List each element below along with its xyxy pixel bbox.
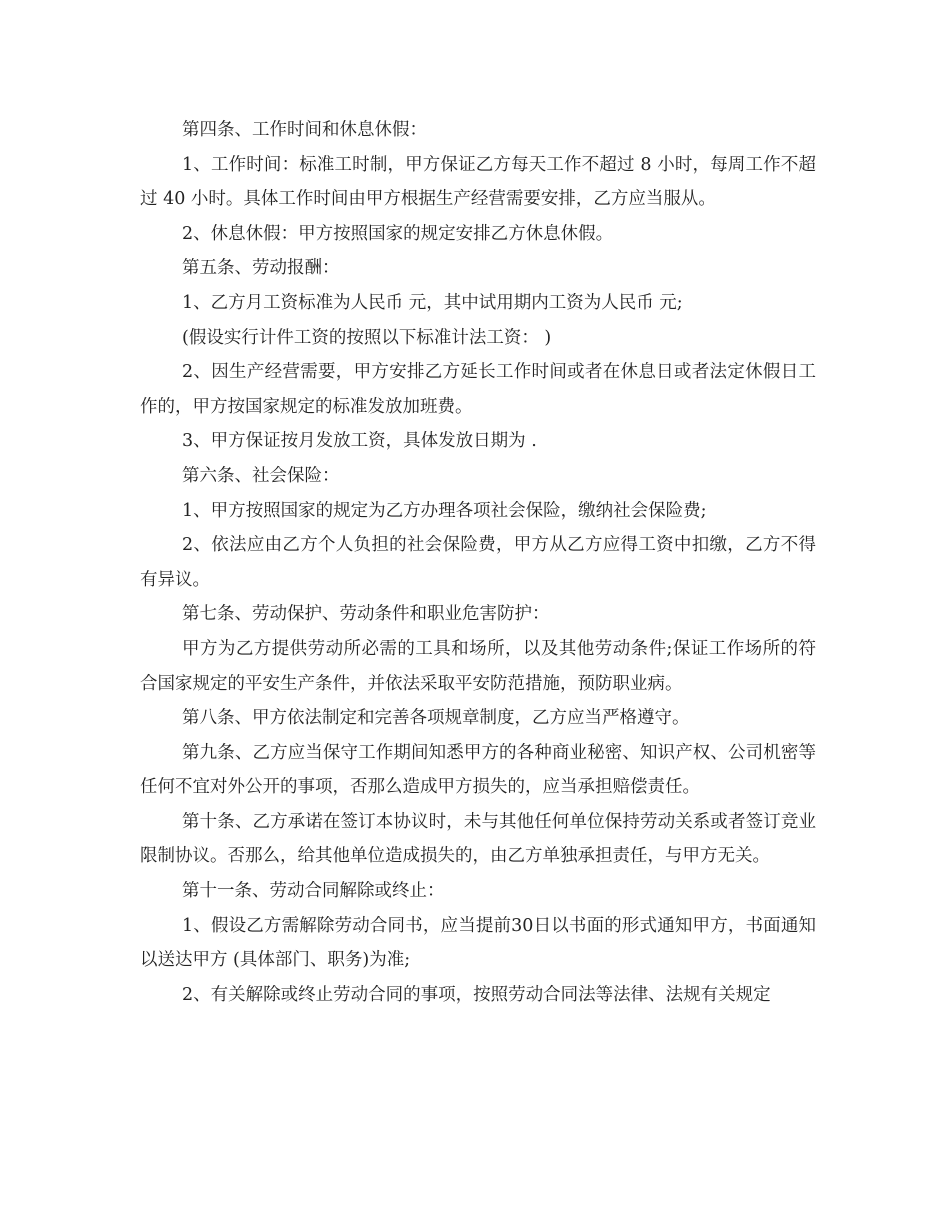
- document-body: [140, 113, 816, 1012]
- article-7-heading: 第七条、劳动保护、劳动条件和职业危害防护：: [182, 604, 550, 625]
- article-6-heading: 第六条、社会保险：: [182, 465, 340, 486]
- article-5-item-2: 2、因生产经营需要，甲方安排乙方延长工作时间或者在休息日或者法定休假日工作的，甲方按国家规定的标准发放加班费。: [140, 362, 816, 417]
- article-5-item-3: 3、甲方保证按月发放工资，具体发放日期为 .: [182, 431, 537, 452]
- article-8: 第八条、甲方依法制定和完善各项规章制度，乙方应当严格遵守。: [182, 708, 690, 729]
- article-6-item-2: 2、依法应由乙方个人负担的社会保险费，甲方从乙方应得工资中扣缴，乙方不得有异议。: [140, 535, 816, 590]
- article-11-item-1: 1、假设乙方需解除劳动合同书，应当提前30日以书面的形式通知甲方，书面通知以送达甲方 (具体部门、职务)为准;: [140, 915, 816, 971]
- article-7-body: 甲方为乙方提供劳动所必需的工具和场所，以及其他劳动条件;保证工作场所的符合国家规定的平安生产条件，并依法采取平安防范措施，预防职业病。: [140, 638, 816, 694]
- article-5-heading: 第五条、劳动报酬：: [182, 258, 340, 279]
- article-5-note: (假设实行计件工资的按照以下标准计法工资： ): [182, 327, 552, 348]
- article-11-heading: 第十一条、劳动合同解除或终止：: [182, 881, 445, 902]
- article-11-item-2: 2、有关解除或终止劳动合同的事项，按照劳动合同法等法律、法规有关规定: [182, 984, 771, 1005]
- article-4-heading: 第四条、工作时间和休息休假：: [182, 120, 427, 140]
- article-4-item-2: 2、休息休假：甲方按照国家的规定安排乙方休息休假。: [182, 223, 614, 244]
- article-10: 第十条、乙方承诺在签订本协议时，未与其他任何单位保持劳动关系或者签订竞业限制协议。否那么，给其他单位造成损失的，由乙方单独承担责任，与甲方无关。: [140, 811, 816, 867]
- article-9: 第九条、乙方应当保守工作期间知悉甲方的各种商业秘密、知识产权、公司机密等任何不宜对外公开的事项，否那么造成甲方损失的，应当承担赔偿责任。: [140, 742, 816, 798]
- article-5-item-1: 1、乙方月工资标准为人民币 元，其中试用期内工资为人民币 元;: [182, 292, 683, 313]
- article-4-item-1: 1、工作时间：标准工时制，甲方保证乙方每天工作不超过 8 小时，每周工作不超过 40 小时。具体工作时间由甲方根据生产经营需要安排，乙方应当服从。: [140, 154, 816, 210]
- article-6-item-1: 1、甲方按照国家的规定为乙方办理各项社会保险，缴纳社会保险费;: [182, 500, 707, 521]
